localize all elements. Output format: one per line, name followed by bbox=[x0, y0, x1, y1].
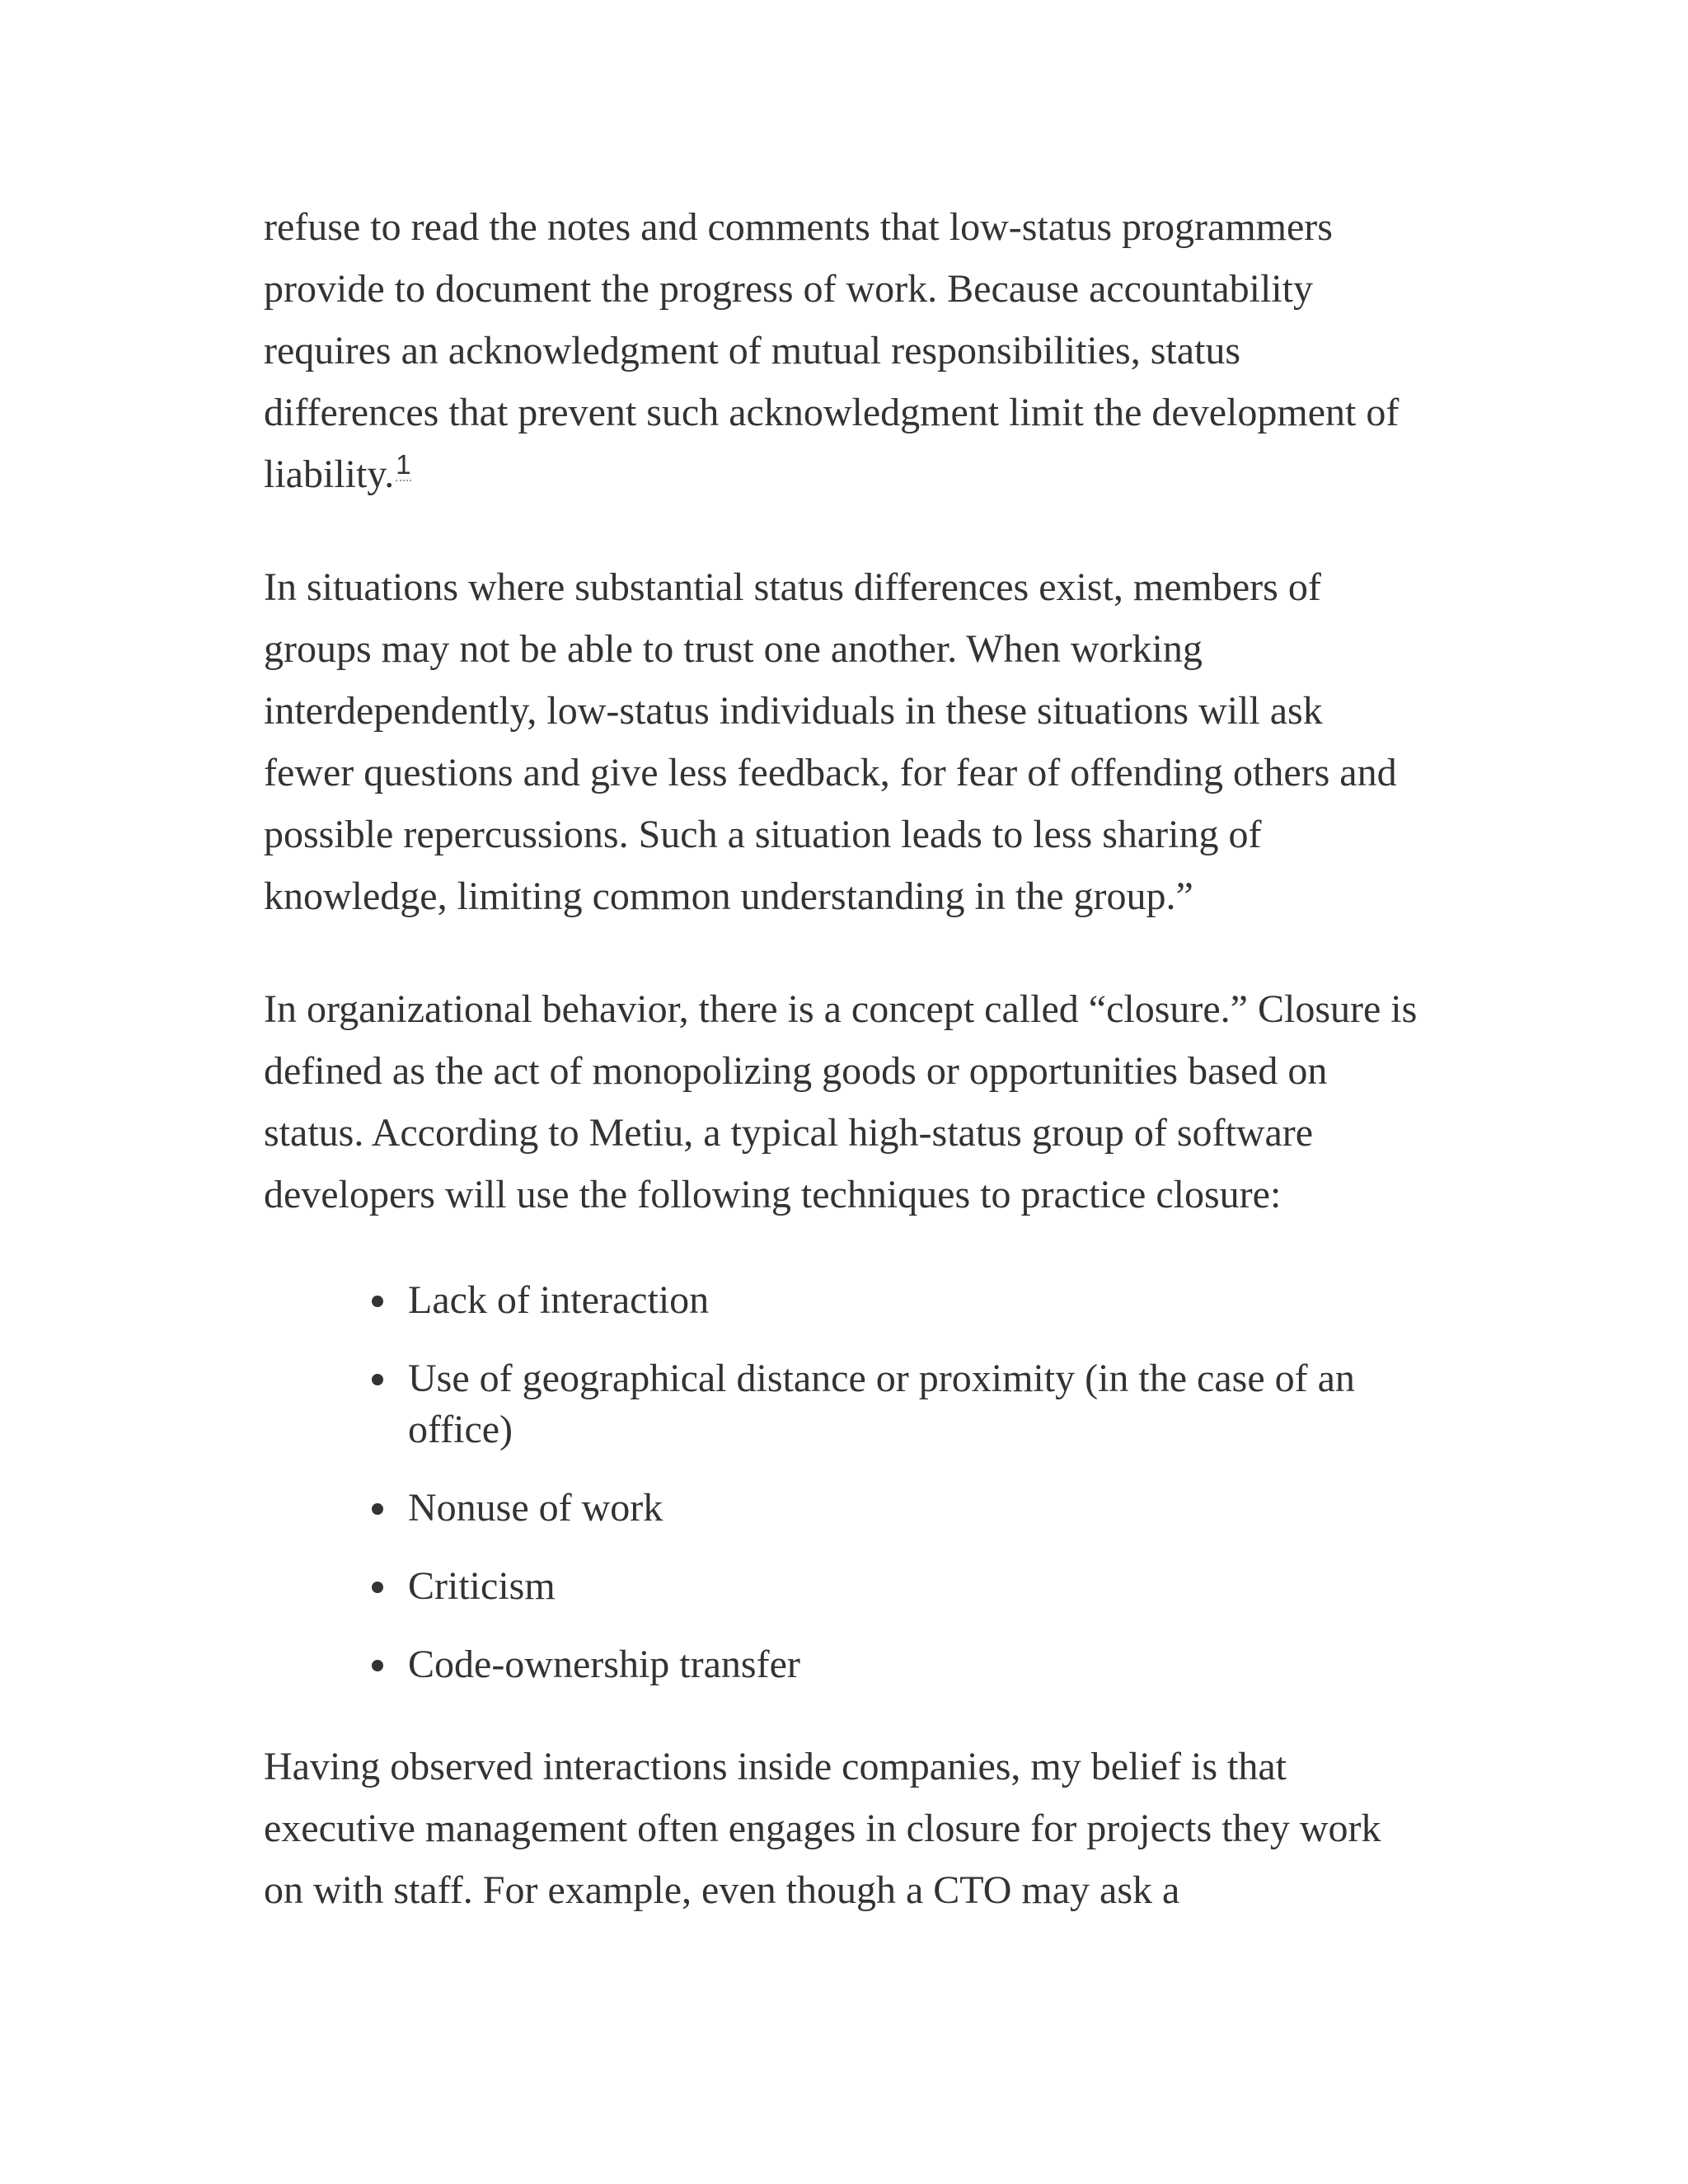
paragraph-2: In situations where substantial status differences exist, members of groups may not be able to trust one another. When working interdependently, low-status individuals in these situations will ask fewer questions and give less feedback, for fear of offending others and possible repercussions. Such a situation leads to less sharing of knowledge, limiting common understanding in the group.” bbox=[264, 565, 1397, 918]
closure-techniques-list bbox=[264, 1275, 1418, 1690]
document-page bbox=[264, 196, 1418, 1921]
bullet-dot-icon bbox=[372, 1582, 383, 1593]
paragraph-3: In organizational behavior, there is a concept called “closure.” Closure is defined as the act of monopolizing goods or opportunities based on status. According to Metiu, a typical high-status group of software developers will use the following techniques to practice closure: bbox=[264, 987, 1418, 1216]
list-item: Lack of interaction bbox=[408, 1275, 1418, 1326]
bullet-dot-icon bbox=[372, 1503, 383, 1515]
paragraph-4: Having observed interactions inside companies, my belief is that executive management often engages in closure for projects they work on with staff. For example, even though a CTO may ask a bbox=[264, 1745, 1381, 1912]
bullet-dot-icon bbox=[372, 1374, 383, 1385]
bullet-dot-icon bbox=[372, 1660, 383, 1671]
paragraph-1-text: refuse to read the notes and comments that low-status programmers provide to document the progress of work. Because accountability requires an acknowledgment of mutual responsibilities, status differences that prevent such acknowledgment limit the development of liability. bbox=[264, 205, 1400, 496]
list-item: Code-ownership transfer bbox=[408, 1639, 1418, 1690]
paragraph-1 bbox=[264, 196, 1418, 505]
list-item: Criticism bbox=[408, 1561, 1418, 1612]
list-item: Use of geographical distance or proximity (in the case of an office) bbox=[408, 1353, 1418, 1455]
list-item: Nonuse of work bbox=[408, 1483, 1418, 1534]
footnote-link[interactable]: 1 bbox=[396, 449, 411, 480]
bullet-dot-icon bbox=[372, 1296, 383, 1307]
